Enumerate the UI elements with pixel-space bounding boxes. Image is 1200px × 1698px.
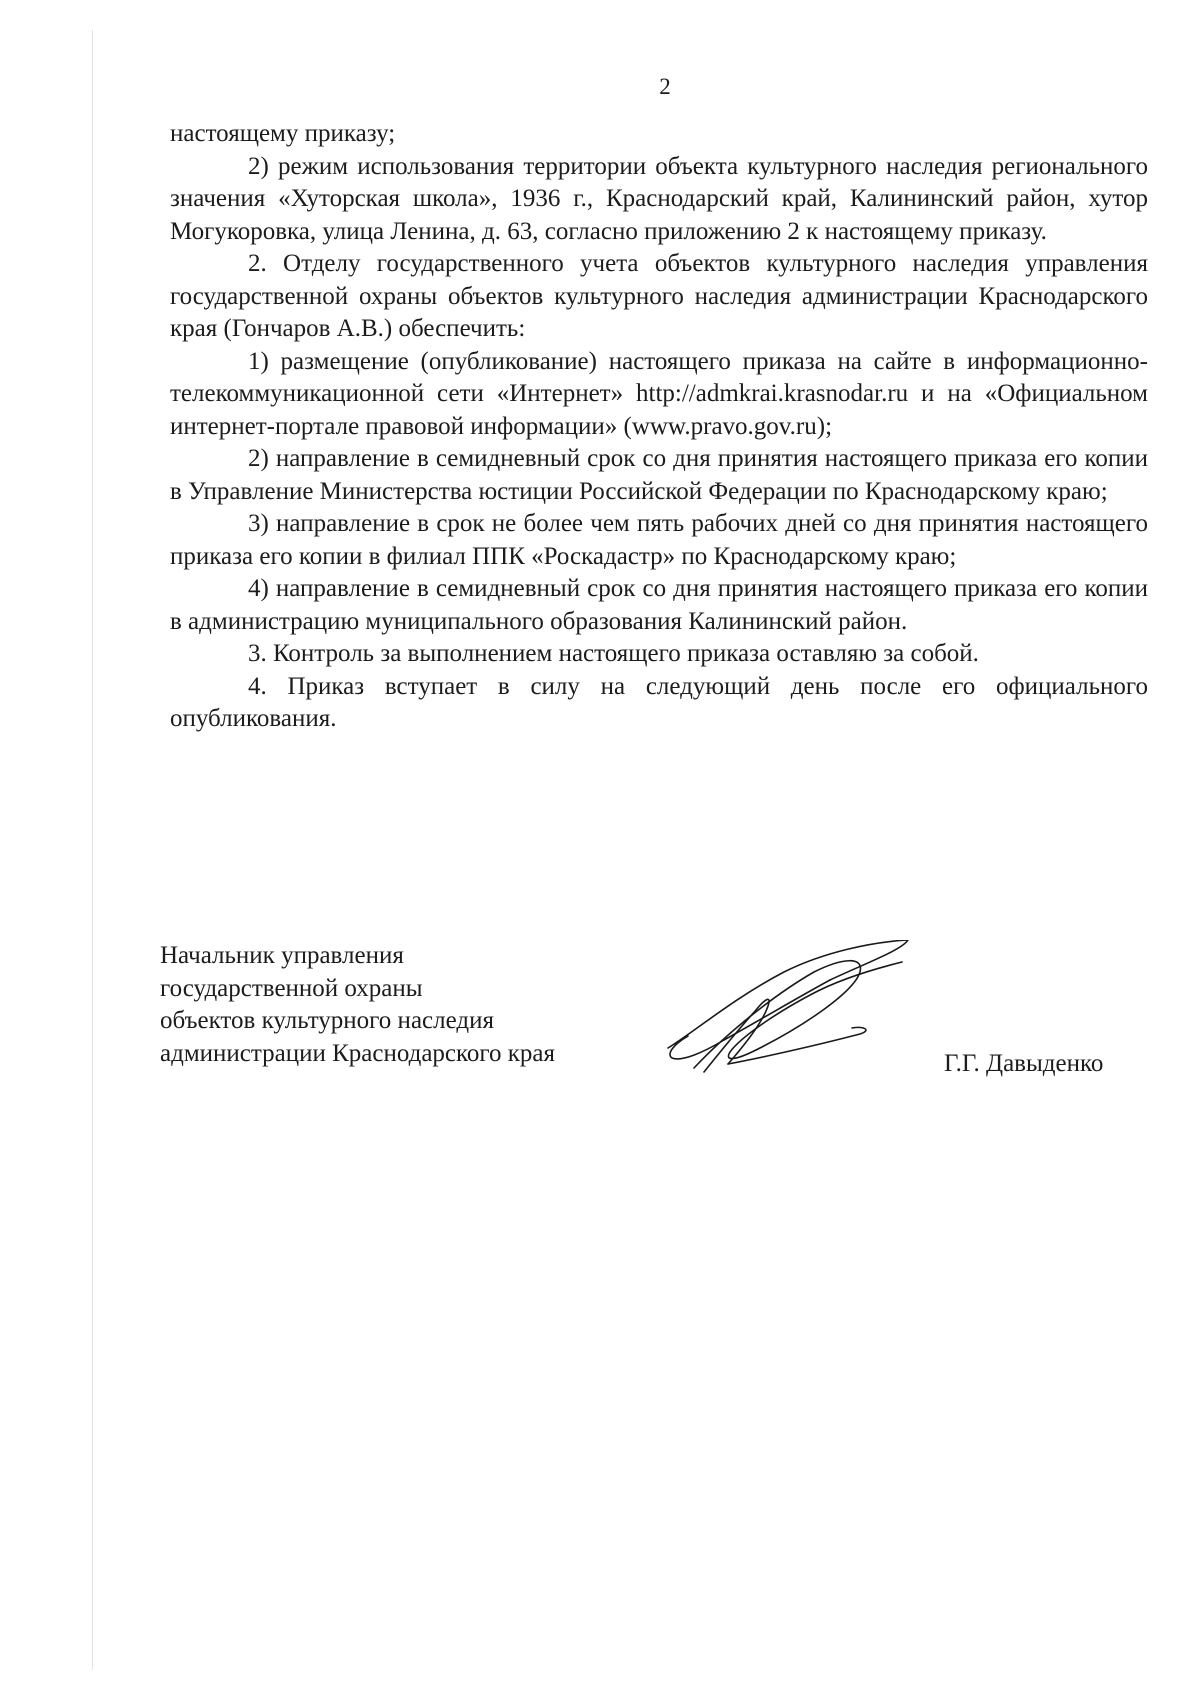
scan-edge-line bbox=[92, 30, 93, 1670]
handwritten-signature bbox=[664, 940, 914, 1080]
paragraph-item-3-roskadastr: 3) направление в срок не более чем пять рабочих дней со дня принятия настоящего приказа его копии в филиал ППК «Роскадастр» по Краснодарскому краю; bbox=[170, 510, 1148, 570]
paragraph-item-2-regime: 2) режим использования территории объекта культурного наследия регионального значения «Хуторская школа», 1936 г., Краснодарский край, Калининский район, хутор Могукоровка, улица Ленина, д. 63, согласно приложению 2 к настоящему приказу. bbox=[170, 152, 1148, 245]
paragraph-item-4-municipality: 4) направление в семидневный срок со дня принятия настоящего приказа его копии в администрацию муниципального образования Калининский район. bbox=[170, 575, 1148, 635]
paragraph-item-1-publication: 1) размещение (опубликование) настоящего приказа на сайте в информационно-телекоммуникационной сети «Интернет» http://admkrai.krasnodar.ru и на «Официальном интернет-портале правовой информации» (www.pravo.gov.ru); bbox=[170, 347, 1148, 440]
document-body bbox=[170, 118, 1148, 736]
paragraph-section-4: 4. Приказ вступает в силу на следующий день после его официального опубликования. bbox=[170, 672, 1148, 732]
paragraph-item-2-justice-ministry: 2) направление в семидневный срок со дня принятия настоящего приказа его копии в Управление Министерства юстиции Российской Федерации по Краснодарскому краю; bbox=[170, 445, 1148, 505]
position-line: государственной охраны bbox=[160, 974, 423, 1002]
position-line: объектов культурного наследия bbox=[160, 1007, 494, 1034]
paragraph-section-3: 3. Контроль за выполнением настоящего приказа оставляю за собой. bbox=[248, 640, 979, 667]
signatory-position bbox=[160, 940, 555, 1070]
paragraph-section-2: 2. Отделу государственного учета объектов культурного наследия управления государственной охраны объектов культурного наследия администрации Краснодарского края (Гончаров А.В.) обеспечить: bbox=[170, 250, 1148, 342]
position-line: администрации Краснодарского края bbox=[160, 1039, 556, 1067]
page-number: 2 bbox=[659, 74, 671, 99]
position-line: Начальник управления bbox=[160, 942, 404, 969]
signer-name: Г.Г. Давыденко bbox=[944, 1050, 1104, 1077]
paragraph-continuation: настоящему приказу; bbox=[170, 120, 396, 147]
